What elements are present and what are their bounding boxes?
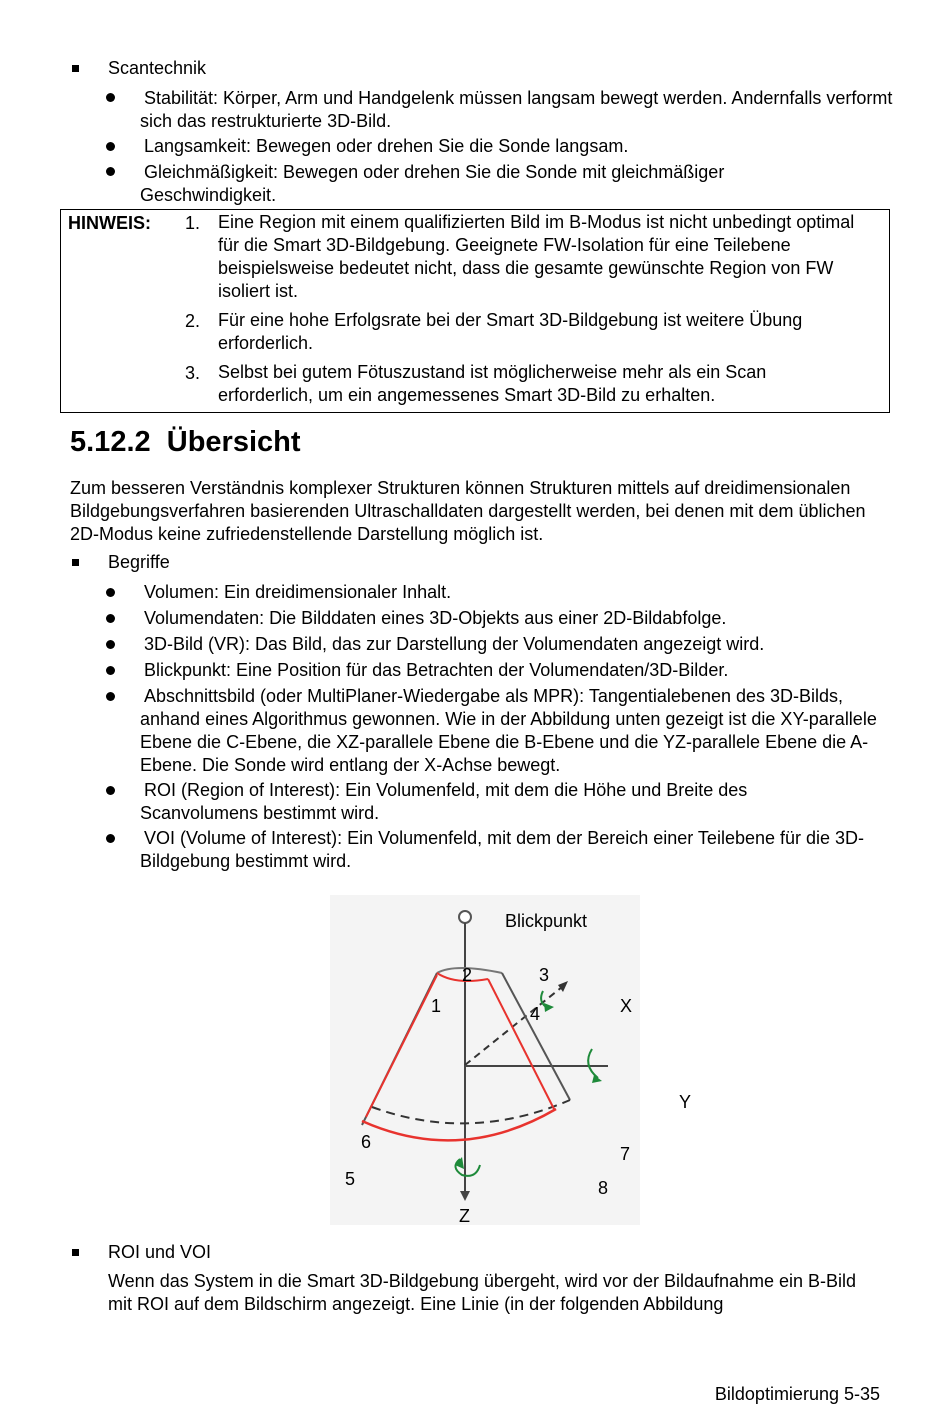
bullet-icon xyxy=(106,666,115,675)
note-number: 3. xyxy=(185,363,201,383)
bullet-icon xyxy=(106,588,115,597)
section-number: 5.12.2 xyxy=(70,426,151,458)
figure-label-6: 6 xyxy=(361,1132,372,1152)
figure-label-y: Y xyxy=(679,1092,692,1112)
note-number: 2. xyxy=(185,311,201,331)
begriffe-item: Volumendaten: Die Bilddaten eines 3D-Objekts aus einer 2D-Bildabfolge. xyxy=(144,608,727,628)
bullet-icon xyxy=(106,786,115,795)
figure-background xyxy=(330,895,640,1225)
figure-label-5: 5 xyxy=(345,1169,356,1189)
figure-label-8: 8 xyxy=(598,1178,609,1198)
figure-label-2: 2 xyxy=(462,965,473,985)
note-text: Für eine hohe Erfolgsrate bei der Smart 3D-Bildgebung ist weitere Übung erforderlich. xyxy=(218,310,803,353)
bullet-icon xyxy=(106,142,115,151)
note-text: Eine Region mit einem qualifizierten Bild im B-Modus ist nicht unbedingt optimal für die Smart 3D-Bildgebung. Geeignete FW-Isolation für eine Teilebene beispielsweise bedeutet nicht, dass die gesamte gewünschte Region von FW isoliert ist. xyxy=(218,212,855,301)
bullet-icon xyxy=(106,614,115,623)
section-title: Übersicht xyxy=(166,426,301,458)
figure-label-3: 3 xyxy=(539,965,550,985)
scantechnik-item: Stabilität: Körper, Arm und Handgelenk müssen langsam bewegt werden. Andernfalls verformt sich das restrukturierte 3D-Bild. xyxy=(140,88,893,131)
section-heading xyxy=(70,426,301,459)
begriffe-item: Volumen: Ein dreidimensionaler Inhalt. xyxy=(144,582,452,602)
note-number: 1. xyxy=(185,213,201,233)
bullet-icon xyxy=(106,834,115,843)
begriffe-heading: Begriffe xyxy=(108,552,170,572)
figure-label-4: 4 xyxy=(530,1004,541,1024)
square-bullet-icon xyxy=(72,559,79,566)
begriffe-item: 3D-Bild (VR): Das Bild, das zur Darstellung der Volumendaten angezeigt wird. xyxy=(144,634,765,654)
section-intro: Zum besseren Verständnis komplexer Strukturen können Strukturen mittels auf dreidimensionalen Bildgebungsverfahren basierenden Ultraschalldaten dargestellt werden, bei denen mit dem üblichen 2D-Modus keine zufriedenstellende Darstellung möglich ist. xyxy=(70,478,866,544)
figure-label-1: 1 xyxy=(431,996,442,1016)
figure-label-x: X xyxy=(620,996,633,1016)
figure-label-z: Z xyxy=(459,1206,470,1226)
bullet-icon xyxy=(106,167,115,176)
3d-coordinate-figure xyxy=(330,895,640,1225)
begriffe-item: ROI (Region of Interest): Ein Volumenfeld, mit dem die Höhe und Breite des Scanvolumens bestimmt wird. xyxy=(140,780,748,823)
square-bullet-icon xyxy=(72,65,79,72)
roi-text: Wenn das System in die Smart 3D-Bildgebung übergeht, wird vor der Bildaufnahme ein B-Bild mit ROI auf dem Bildschirm angezeigt. Eine Linie (in der folgenden Abbildung xyxy=(108,1271,857,1314)
note-text: Selbst bei gutem Fötuszustand ist möglicherweise mehr als ein Scan erforderlich, um ein angemessenes Smart 3D-Bild zu erhalten. xyxy=(218,362,767,405)
scantechnik-item: Langsamkeit: Bewegen oder drehen Sie die Sonde langsam. xyxy=(144,136,629,156)
figure-label-blickpunkt: Blickpunkt xyxy=(505,911,588,931)
scantechnik-heading: Scantechnik xyxy=(108,58,207,78)
bullet-icon xyxy=(106,692,115,701)
begriffe-item: Abschnittsbild (oder MultiPlaner-Wiedergabe als MPR): Tangentialebenen des 3D-Bilds, anhand eines Algorithmus gewonnen. Wie in der Abbildung unten gezeigt ist die XY-parallele Ebene die C-Ebene, die XZ-parallele Ebene die B-Ebene und die YZ-parallele Ebene die A-Ebene. Die Sonde wird entlang der X-Achse bewegt. xyxy=(140,686,877,775)
bullet-icon xyxy=(106,640,115,649)
square-bullet-icon xyxy=(72,1249,79,1256)
page-footer: Bildoptimierung 5-35 xyxy=(714,1384,880,1404)
begriffe-item: Blickpunkt: Eine Position für das Betrachten der Volumendaten/3D-Bilder. xyxy=(144,660,729,680)
note-label: HINWEIS: xyxy=(68,213,151,233)
roi-heading: ROI und VOI xyxy=(108,1242,212,1262)
figure-label-7: 7 xyxy=(620,1144,631,1164)
begriffe-item: VOI (Volume of Interest): Ein Volumenfeld, mit dem der Bereich einer Teilebene für die 3D-Bildgebung bestimmt wird. xyxy=(140,828,865,871)
viewpoint-circle xyxy=(459,911,471,923)
scantechnik-item: Gleichmäßigkeit: Bewegen oder drehen Sie die Sonde mit gleichmäßiger Geschwindigkeit. xyxy=(140,162,725,205)
bullet-icon xyxy=(106,93,115,102)
